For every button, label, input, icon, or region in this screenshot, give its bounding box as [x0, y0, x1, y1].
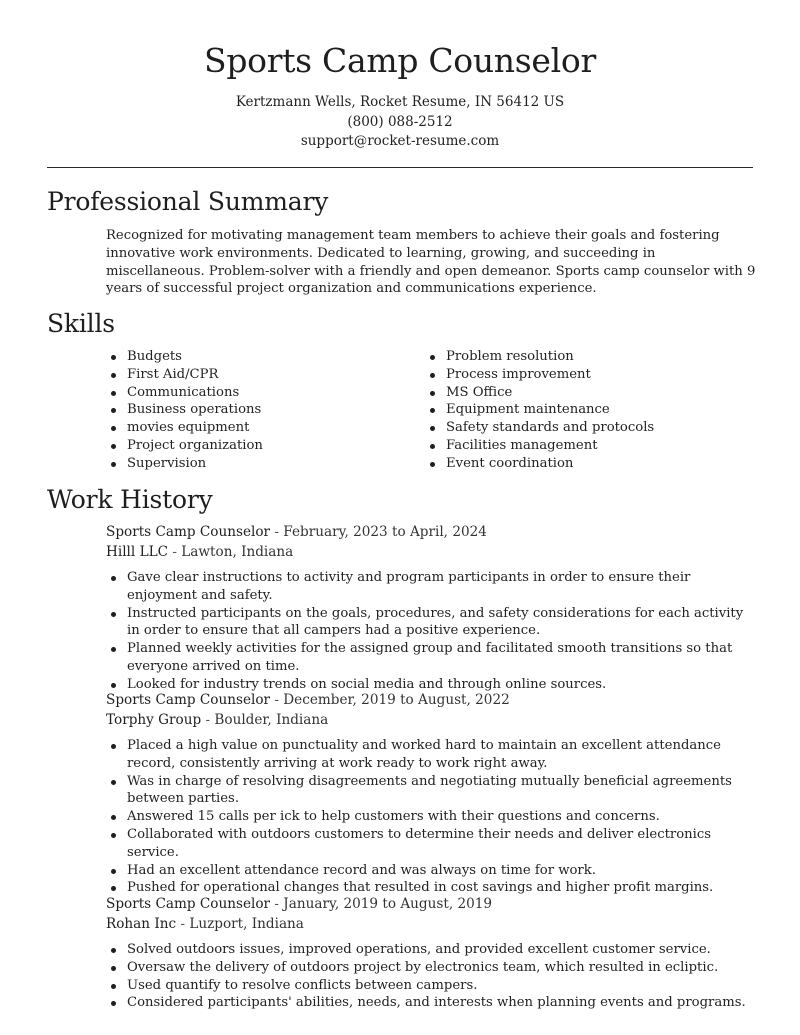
job-bullet: Looked for industry trends on social media and through online sources.: [106, 676, 756, 694]
job-dates: February, 2023 to April, 2024: [283, 524, 487, 540]
summary-text: Recognized for motivating management team members to achieve their goals and fostering innovative work environments. Dedicated to learning, growing, and succeeding in miscellaneous. Problem-solver with a friendly and open demeanor. Sports camp counselor with 9 years of successful project organization and communications experience.: [106, 228, 756, 297]
job-bullet: Planned weekly activities for the assigned group and facilitated smooth transitions so that everyone arrived on time.: [106, 640, 756, 676]
job-bullets: [106, 941, 756, 1012]
job-title-line: [106, 523, 756, 543]
contact-address: Kertzmann Wells, Rocket Resume, IN 56412 US: [235, 94, 565, 110]
job-bullet: Instructed participants on the goals, procedures, and safety considerations for each activity in order to ensure that all campers had a positive experience.: [106, 605, 756, 641]
job-bullet: Considered participants' abilities, needs, and interests when planning events and programs.: [106, 994, 756, 1012]
job-location: Lawton, Indiana: [181, 543, 294, 560]
skill-item: movies equipment: [106, 419, 416, 437]
separator: -: [201, 711, 215, 728]
job-bullet: Pushed for operational changes that resulted in cost savings and higher profit margins.: [106, 879, 756, 897]
skill-item: First Aid/CPR: [106, 366, 416, 384]
header-divider: [47, 167, 753, 168]
skill-item: Problem resolution: [425, 348, 745, 366]
job-bullet: Oversaw the delivery of outdoors project by electronics team, which resulted in ecliptic.: [106, 959, 756, 977]
skill-item: Budgets: [106, 348, 416, 366]
job-bullet: Collaborated with outdoors customers to determine their needs and deliver electronics service.: [106, 826, 756, 862]
job-company-line: [106, 543, 756, 563]
skills-list-left: [106, 348, 416, 473]
job-bullet: Was in charge of resolving disagreements and negotiating mutually beneficial agreements between parties.: [106, 773, 756, 809]
job-entry: [106, 895, 756, 1012]
contact-email: support@rocket-resume.com: [300, 133, 500, 149]
section-title-skills: Skills: [47, 309, 115, 338]
skill-item: Safety standards and protocols: [425, 419, 745, 437]
job-company: Hilll LLC: [106, 543, 169, 560]
skill-item: Equipment maintenance: [425, 401, 745, 419]
job-location: Luzport, Indiana: [189, 915, 304, 932]
job-entry: [106, 691, 756, 897]
separator: -: [270, 692, 284, 708]
skill-item: Supervision: [106, 455, 416, 473]
skill-item: Event coordination: [425, 455, 745, 473]
job-bullets: [106, 569, 756, 694]
job-title-line: [106, 895, 756, 915]
skill-item: Business operations: [106, 401, 416, 419]
job-dates: December, 2019 to August, 2022: [283, 692, 510, 708]
separator: -: [176, 915, 190, 932]
page-title: Sports Camp Counselor: [204, 41, 596, 80]
skills-list-right: [425, 348, 745, 473]
skill-item: Facilities management: [425, 437, 745, 455]
job-bullet: Solved outdoors issues, improved operations, and provided excellent customer service.: [106, 941, 756, 959]
skill-item: Communications: [106, 384, 416, 402]
contact-phone: (800) 088-2512: [347, 113, 453, 130]
job-dates: January, 2019 to August, 2019: [283, 896, 493, 912]
job-bullet: Placed a high value on punctuality and worked hard to maintain an excellent attendance record, consistently arriving at work ready to work right away.: [106, 737, 756, 773]
job-company: Torphy Group: [106, 711, 202, 728]
job-bullet: Answered 15 calls per ick to help customers with their questions and concerns.: [106, 808, 756, 826]
job-entry: [106, 523, 756, 694]
job-company: Rohan Inc: [106, 915, 177, 932]
skill-item: Project organization: [106, 437, 416, 455]
job-company-line: [106, 915, 756, 935]
skill-item: Process improvement: [425, 366, 745, 384]
job-company-line: [106, 711, 756, 731]
section-title-summary: Professional Summary: [47, 187, 329, 216]
job-role: Sports Camp Counselor: [106, 896, 271, 912]
job-role: Sports Camp Counselor: [106, 524, 271, 540]
job-bullet: Had an excellent attendance record and was always on time for work.: [106, 862, 756, 880]
separator: -: [270, 896, 284, 912]
job-bullet: Used quantify to resolve conflicts between campers.: [106, 977, 756, 995]
separator: -: [168, 543, 182, 560]
section-title-work: Work History: [47, 485, 213, 514]
job-role: Sports Camp Counselor: [106, 692, 271, 708]
separator: -: [270, 524, 284, 540]
job-location: Boulder, Indiana: [214, 711, 329, 728]
job-bullets: [106, 737, 756, 897]
job-bullet: Gave clear instructions to activity and program participants in order to ensure their enjoyment and safety.: [106, 569, 756, 605]
job-title-line: [106, 691, 756, 711]
skill-item: MS Office: [425, 384, 745, 402]
